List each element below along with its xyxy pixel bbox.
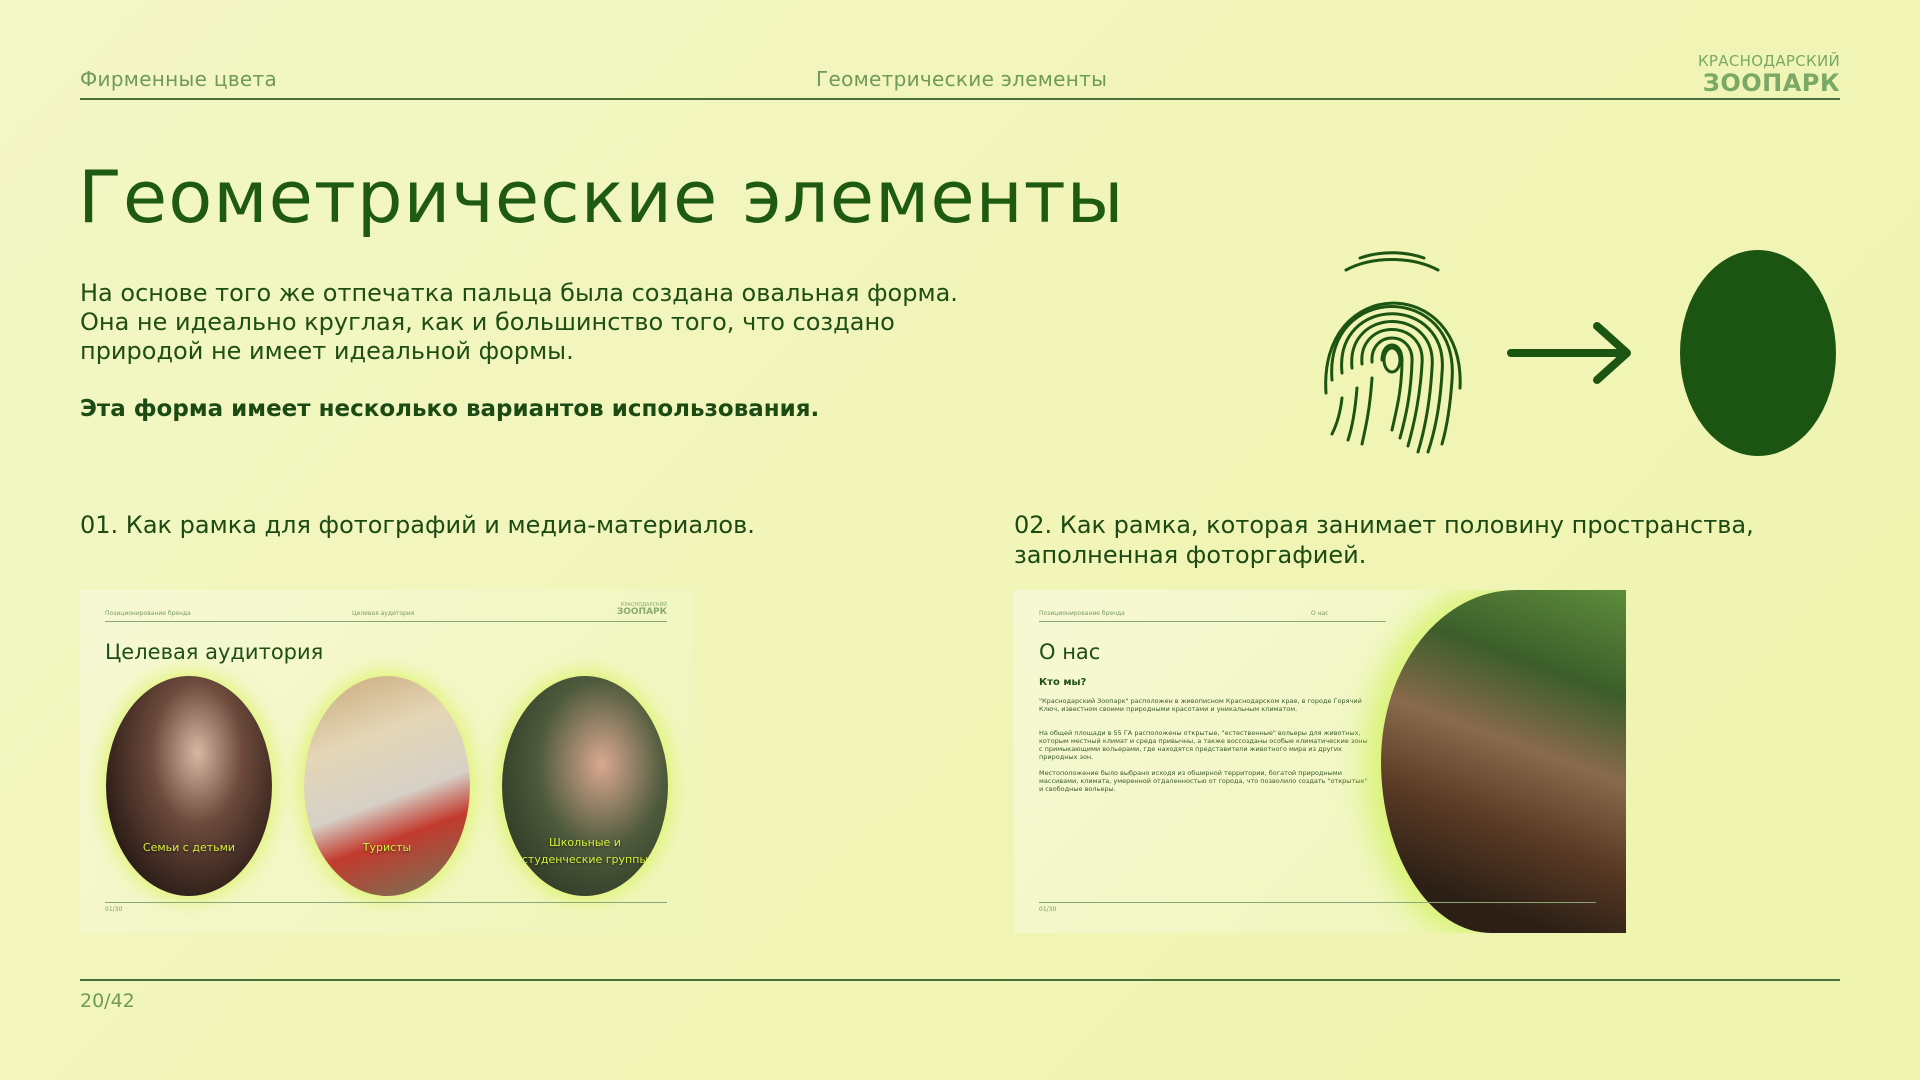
mini-subtitle: Кто мы? bbox=[1039, 677, 1087, 688]
photo-caption: Семьи с детьми bbox=[142, 841, 236, 854]
intro-bold-text: Эта форма имеет несколько вариантов использования. bbox=[80, 396, 820, 422]
preview-about-us bbox=[1014, 590, 1626, 933]
mini-title: Целевая аудитория bbox=[105, 640, 324, 664]
mini-logo-top: КРАСНОДАРСКИЙ bbox=[620, 602, 667, 608]
photo-caption: Школьные и студенческие группы bbox=[521, 836, 649, 866]
intro-line: Она не идеально круглая, как и большинство того, что создано bbox=[80, 308, 895, 336]
bottom-divider bbox=[80, 979, 1840, 981]
page-number: 20/42 bbox=[80, 990, 135, 1012]
oval-shape bbox=[1680, 250, 1836, 456]
fingerprint-icon bbox=[1312, 248, 1472, 458]
mini-header-left: Позиционирование бренда bbox=[105, 610, 191, 617]
arrow-right-icon bbox=[1505, 318, 1635, 388]
mini-bottom-rule bbox=[105, 902, 667, 903]
mini-paragraph: "Краснодарский Зоопарк" расположен в живописном Краснодарском крае, в городе Горячий Ключ, известном своими природными красотами и уникальным климатом. bbox=[1039, 697, 1362, 713]
header-left-label: Фирменные цвета bbox=[80, 67, 278, 91]
mini-header-center: О нас bbox=[1311, 610, 1329, 617]
mini-header-left: Позиционирование бренда bbox=[1039, 610, 1125, 617]
mini-top-rule bbox=[1039, 621, 1386, 622]
mini-header-center: Целевая аудитория bbox=[352, 610, 415, 617]
mini-bottom-rule bbox=[1039, 902, 1596, 903]
logo-top-text: КРАСНОДАРСКИЙ bbox=[1697, 52, 1840, 70]
page-title: Геометрические элементы bbox=[78, 155, 1125, 239]
intro-line: природой не имеет идеальной формы. bbox=[80, 337, 574, 365]
mini-logo-main: ЗООПАРК bbox=[616, 607, 667, 617]
brand-logo bbox=[1698, 52, 1840, 96]
mini-paragraph: Местоположение было выбрано исходя из обширной территории, богатой природными массивами, климата, умеренной отдаленностью от города, что позволило создать "открытые" и свободные вольеры. bbox=[1039, 769, 1368, 793]
intro-line: На основе того же отпечатка пальца была создана овальная форма. bbox=[80, 279, 958, 307]
section-label-half-frame: 02. Как рамка, которая занимает половину пространства, заполненная фоторгафией. bbox=[1014, 511, 1754, 569]
photo-oval-tourists bbox=[304, 676, 470, 896]
mini-paragraph: На общей площади в 55 ГА расположены открытые, "естественные" вольеры для животных, которым местный климат и среда привычны, а также воссозданы особые климатические зоны с примыкающими вольерами, где находятся представители животного мира из других природных зон. bbox=[1039, 729, 1368, 761]
mini-top-rule bbox=[105, 621, 667, 622]
header-center-label: Геометрические элементы bbox=[816, 67, 1108, 91]
photo-caption: Туристы bbox=[362, 841, 412, 854]
top-divider bbox=[80, 98, 1840, 100]
photo-oval-families bbox=[106, 676, 272, 896]
mini-title: О нас bbox=[1039, 640, 1101, 664]
photo-oval-student-groups bbox=[502, 676, 668, 896]
mini-page-number: 01/30 bbox=[1039, 906, 1057, 913]
mini-logo bbox=[617, 603, 667, 617]
intro-text bbox=[80, 279, 1030, 366]
preview-target-audience bbox=[80, 590, 692, 933]
bear-photo bbox=[1381, 590, 1626, 933]
section-label-frame-photos: 01. Как рамка для фотографий и медиа-материалов. bbox=[80, 511, 755, 539]
mini-page-number: 01/30 bbox=[105, 906, 123, 913]
logo-main-text: ЗООПАРК bbox=[1702, 69, 1840, 97]
